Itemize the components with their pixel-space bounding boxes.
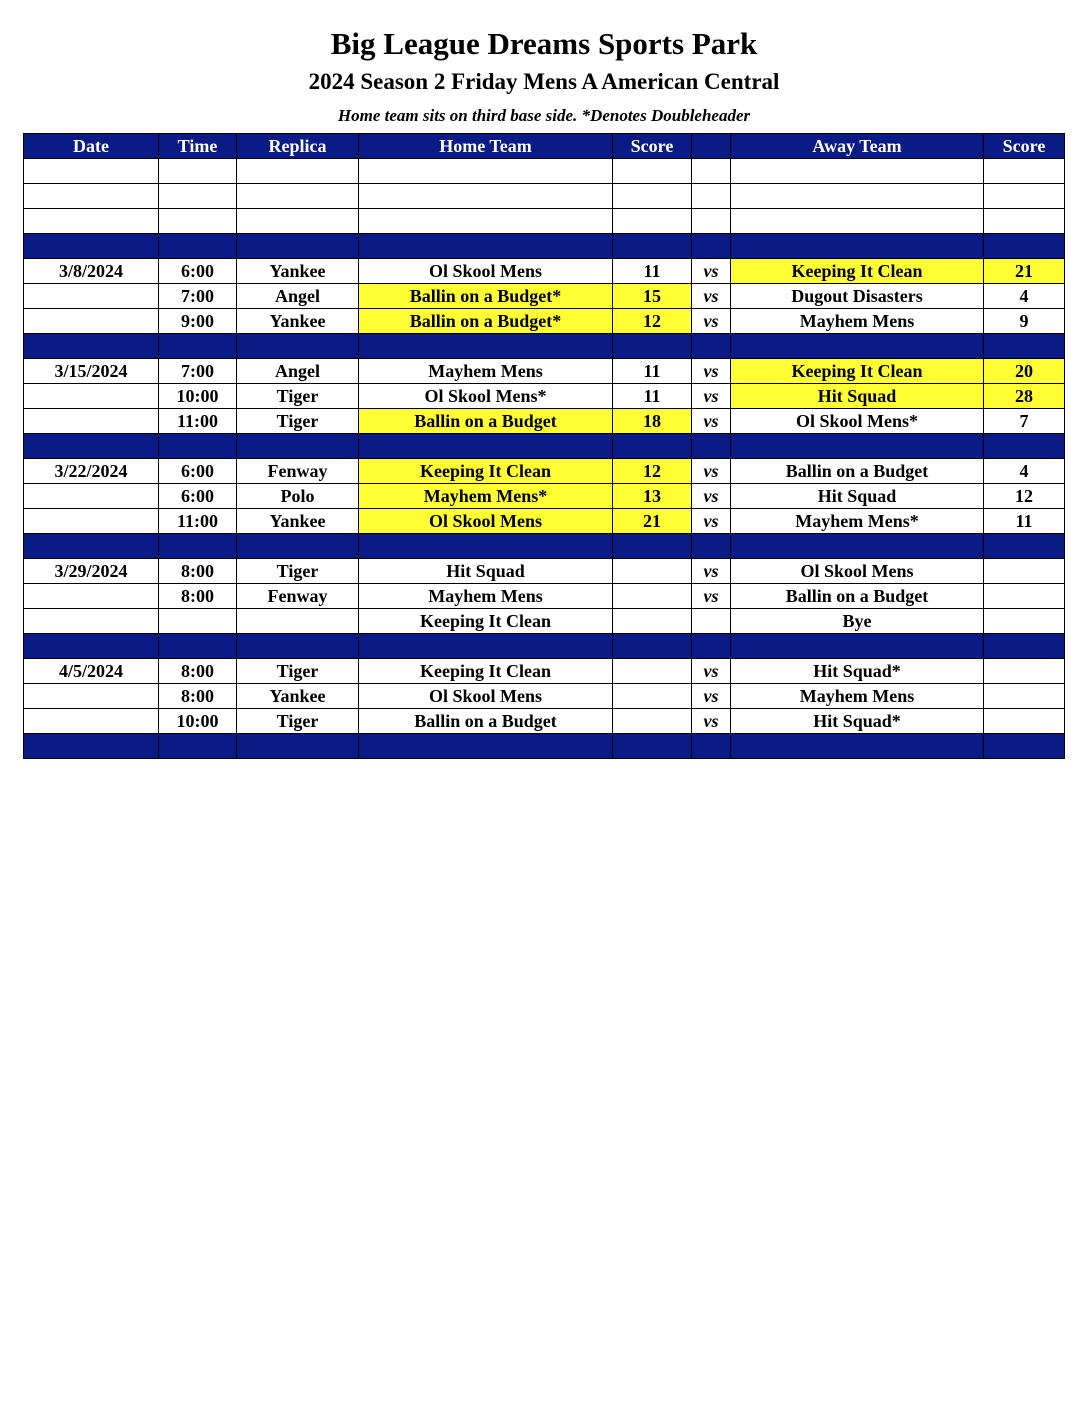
time-cell [159,184,237,209]
date-cell [24,534,159,559]
blank-row [24,184,1065,209]
vs-cell: vs [692,384,731,409]
column-header-away-team: Away Team [731,134,984,159]
game-row [24,484,1065,509]
home-score-cell [613,659,692,684]
time-cell: 6:00 [159,459,237,484]
away-team-cell: Hit Squad [731,484,984,509]
home-team-cell: Ballin on a Budget* [359,284,613,309]
away-team-cell: Ballin on a Budget [731,459,984,484]
away-team-cell: Ol Skool Mens [731,559,984,584]
home-score-cell: 11 [613,359,692,384]
replica-cell: Tiger [237,709,359,734]
time-cell: 7:00 [159,284,237,309]
away-score-cell: 11 [984,509,1065,534]
home-score-cell [613,634,692,659]
vs-cell: vs [692,509,731,534]
away-team-cell: Keeping It Clean [731,259,984,284]
away-score-cell [984,184,1065,209]
time-cell: 10:00 [159,709,237,734]
date-cell [24,309,159,334]
time-cell: 6:00 [159,484,237,509]
date-cell [24,234,159,259]
replica-cell [237,634,359,659]
game-row [24,359,1065,384]
replica-cell: Tiger [237,559,359,584]
blank-row [24,209,1065,234]
home-team-cell [359,159,613,184]
date-cell [24,484,159,509]
game-row [24,259,1065,284]
away-team-cell [731,334,984,359]
vs-cell: vs [692,359,731,384]
home-team-cell [359,534,613,559]
away-team-cell [731,209,984,234]
column-header-vs [692,134,731,159]
home-score-cell [613,734,692,759]
away-team-cell [731,184,984,209]
home-score-cell [613,334,692,359]
home-team-cell: Keeping It Clean [359,609,613,634]
game-row [24,659,1065,684]
game-row [24,459,1065,484]
time-cell: 8:00 [159,659,237,684]
home-team-cell [359,184,613,209]
away-score-cell [984,234,1065,259]
date-cell [24,684,159,709]
date-cell: 4/5/2024 [24,659,159,684]
away-team-cell [731,159,984,184]
column-header-home-score: Score [613,134,692,159]
away-score-cell: 4 [984,459,1065,484]
home-team-cell: Ol Skool Mens [359,684,613,709]
home-team-cell [359,434,613,459]
time-cell [159,434,237,459]
home-team-cell: Hit Squad [359,559,613,584]
week-separator-row [24,634,1065,659]
home-score-cell [613,209,692,234]
home-score-cell: 11 [613,259,692,284]
replica-cell [237,184,359,209]
game-row [24,609,1065,634]
away-score-cell: 7 [984,409,1065,434]
game-row [24,284,1065,309]
date-cell [24,409,159,434]
away-score-cell: 20 [984,359,1065,384]
date-cell [24,609,159,634]
home-team-cell: Mayhem Mens [359,359,613,384]
doubleheader-note: Home team sits on third base side. *Denotes Doubleheader [337,106,751,125]
home-team-cell [359,209,613,234]
date-cell [24,434,159,459]
game-row [24,509,1065,534]
away-score-cell [984,659,1065,684]
game-row [24,684,1065,709]
schedule-table [23,133,1065,759]
vs-cell: vs [692,459,731,484]
replica-cell [237,434,359,459]
away-score-cell: 21 [984,259,1065,284]
away-score-cell: 12 [984,484,1065,509]
vs-cell [692,184,731,209]
home-score-cell [613,559,692,584]
replica-cell: Tiger [237,384,359,409]
replica-cell [237,234,359,259]
away-score-cell [984,209,1065,234]
away-score-cell: 28 [984,384,1065,409]
game-row [24,409,1065,434]
away-team-cell: Mayhem Mens [731,309,984,334]
game-row [24,709,1065,734]
away-team-cell [731,634,984,659]
away-team-cell [731,734,984,759]
home-score-cell: 13 [613,484,692,509]
away-team-cell: Hit Squad* [731,709,984,734]
home-score-cell: 18 [613,409,692,434]
time-cell [159,634,237,659]
blank-row [24,159,1065,184]
replica-cell [237,159,359,184]
away-score-cell: 9 [984,309,1065,334]
date-cell: 3/8/2024 [24,259,159,284]
away-score-cell [984,434,1065,459]
week-separator-row [24,334,1065,359]
time-cell: 11:00 [159,509,237,534]
column-header-date: Date [24,134,159,159]
vs-cell [692,734,731,759]
home-score-cell: 21 [613,509,692,534]
vs-cell: vs [692,659,731,684]
home-team-cell: Ballin on a Budget* [359,309,613,334]
home-score-cell [613,434,692,459]
away-team-cell: Bye [731,609,984,634]
home-team-cell: Keeping It Clean [359,659,613,684]
vs-cell: vs [692,709,731,734]
home-score-cell: 12 [613,459,692,484]
away-team-cell: Mayhem Mens [731,684,984,709]
home-score-cell [613,159,692,184]
home-score-cell: 12 [613,309,692,334]
replica-cell: Yankee [237,259,359,284]
home-team-cell: Mayhem Mens* [359,484,613,509]
replica-cell: Yankee [237,509,359,534]
replica-cell [237,209,359,234]
away-score-cell [984,634,1065,659]
replica-cell [237,334,359,359]
date-cell [24,159,159,184]
game-row [24,384,1065,409]
date-cell [24,709,159,734]
away-score-cell [984,159,1065,184]
vs-cell [692,534,731,559]
time-cell [159,534,237,559]
away-score-cell [984,734,1065,759]
date-cell [24,634,159,659]
schedule-header-row [24,134,1065,159]
home-team-cell: Mayhem Mens [359,584,613,609]
vs-cell: vs [692,559,731,584]
schedule-body [24,159,1065,759]
date-cell [24,184,159,209]
replica-cell [237,734,359,759]
date-cell [24,584,159,609]
game-row [24,309,1065,334]
replica-cell: Angel [237,284,359,309]
replica-cell: Fenway [237,459,359,484]
vs-cell: vs [692,584,731,609]
week-separator-row [24,234,1065,259]
vs-cell: vs [692,684,731,709]
away-team-cell: Ol Skool Mens* [731,409,984,434]
time-cell: 8:00 [159,584,237,609]
time-cell: 6:00 [159,259,237,284]
date-cell [24,284,159,309]
time-cell: 11:00 [159,409,237,434]
replica-cell [237,609,359,634]
home-team-cell [359,734,613,759]
home-score-cell [613,184,692,209]
home-score-cell [613,234,692,259]
replica-cell: Tiger [237,409,359,434]
week-separator-row [24,434,1065,459]
column-header-replica: Replica [237,134,359,159]
away-team-cell: Keeping It Clean [731,359,984,384]
home-score-cell [613,709,692,734]
time-cell [159,334,237,359]
vs-cell: vs [692,259,731,284]
home-team-cell: Ballin on a Budget [359,709,613,734]
home-team-cell [359,334,613,359]
date-cell: 3/15/2024 [24,359,159,384]
away-team-cell [731,234,984,259]
away-score-cell [984,559,1065,584]
vs-cell [692,234,731,259]
away-team-cell [731,534,984,559]
away-score-cell [984,334,1065,359]
date-cell: 3/22/2024 [24,459,159,484]
date-cell [24,209,159,234]
vs-cell [692,209,731,234]
replica-cell [237,534,359,559]
home-team-cell: Ol Skool Mens* [359,384,613,409]
home-team-cell: Keeping It Clean [359,459,613,484]
home-team-cell: Ballin on a Budget [359,409,613,434]
page-subtitle: 2024 Season 2 Friday Mens A American Central [308,69,780,94]
column-header-away-score: Score [984,134,1065,159]
time-cell [159,209,237,234]
vs-cell [692,434,731,459]
vs-cell: vs [692,484,731,509]
home-team-cell [359,634,613,659]
away-team-cell: Mayhem Mens* [731,509,984,534]
replica-cell: Polo [237,484,359,509]
home-score-cell [613,534,692,559]
date-cell [24,734,159,759]
away-team-cell: Hit Squad [731,384,984,409]
away-team-cell [731,434,984,459]
away-team-cell: Hit Squad* [731,659,984,684]
away-score-cell [984,534,1065,559]
date-cell: 3/29/2024 [24,559,159,584]
home-team-cell [359,234,613,259]
replica-cell: Fenway [237,584,359,609]
page-title: Big League Dreams Sports Park [330,26,758,61]
away-score-cell [984,609,1065,634]
time-cell: 8:00 [159,559,237,584]
time-cell [159,734,237,759]
column-header-home-team: Home Team [359,134,613,159]
time-cell: 8:00 [159,684,237,709]
time-cell [159,609,237,634]
vs-cell: vs [692,409,731,434]
away-score-cell [984,709,1065,734]
time-cell: 10:00 [159,384,237,409]
game-row [24,559,1065,584]
away-team-cell: Dugout Disasters [731,284,984,309]
vs-cell [692,609,731,634]
home-score-cell: 15 [613,284,692,309]
week-separator-row [24,734,1065,759]
vs-cell [692,159,731,184]
replica-cell: Yankee [237,684,359,709]
replica-cell: Yankee [237,309,359,334]
away-score-cell [984,684,1065,709]
time-cell: 9:00 [159,309,237,334]
vs-cell [692,334,731,359]
date-cell [24,509,159,534]
home-score-cell [613,609,692,634]
replica-cell: Tiger [237,659,359,684]
time-cell [159,159,237,184]
home-score-cell [613,584,692,609]
away-team-cell: Ballin on a Budget [731,584,984,609]
week-separator-row [24,534,1065,559]
date-cell [24,384,159,409]
vs-cell: vs [692,284,731,309]
away-score-cell [984,584,1065,609]
date-cell [24,334,159,359]
home-score-cell [613,684,692,709]
time-cell [159,234,237,259]
home-team-cell: Ol Skool Mens [359,259,613,284]
away-score-cell: 4 [984,284,1065,309]
home-team-cell: Ol Skool Mens [359,509,613,534]
time-cell: 7:00 [159,359,237,384]
vs-cell: vs [692,309,731,334]
vs-cell [692,634,731,659]
home-score-cell: 11 [613,384,692,409]
column-header-time: Time [159,134,237,159]
replica-cell: Angel [237,359,359,384]
game-row [24,584,1065,609]
